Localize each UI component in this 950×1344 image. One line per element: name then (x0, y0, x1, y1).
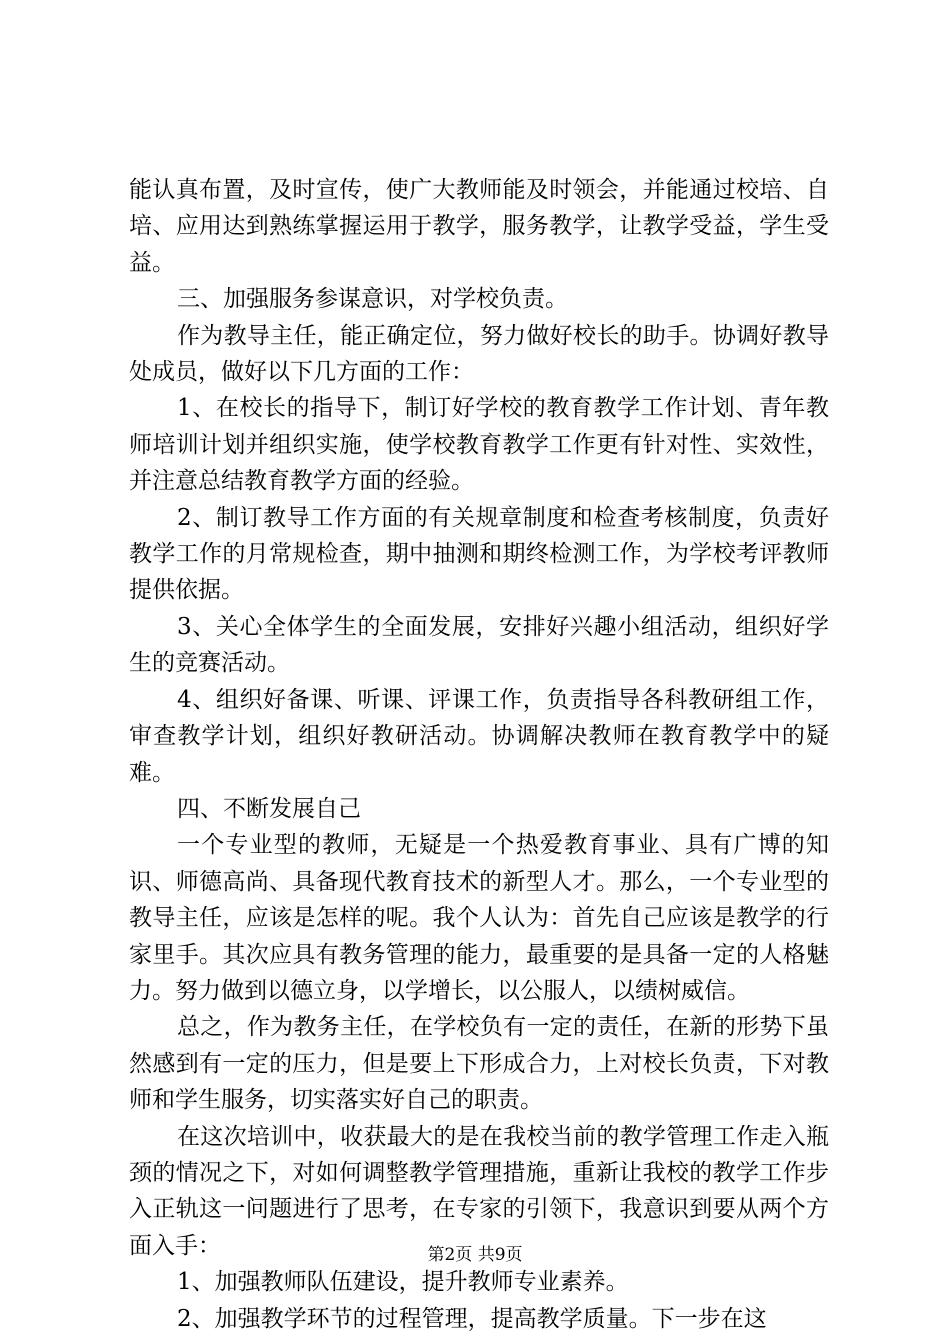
paragraph-4: 1、在校长的指导下，制订好学校的教育教学工作计划、青年教师培训计划并组织实施，使学校教育教学工作更有针对性、实效性，并注意总结教育教学方面的经验。 (129, 395, 829, 495)
paragraph-2: 三、加强服务参谋意识，对学校负责。 (177, 286, 568, 313)
paragraph-8: 四、不断发展自己 (177, 795, 361, 822)
paragraph-7: 4、组织好备课、听课、评课工作，负责指导各科教研组工作，审查教学计划，组织好教研活动。协调解决教师在教育教学中的疑难。 (129, 686, 829, 786)
page-number-footer: 第2页 共9页 (427, 1245, 523, 1265)
paragraph-13: 2、加强教学环节的过程管理，提高教学质量。下一步在这 (177, 1305, 767, 1332)
paragraph-6: 3、关心全体学生的全面发展，安排好兴趣小组活动，组织好学生的竞赛活动。 (129, 613, 829, 677)
paragraph-11: 在这次培训中，收获最大的是在我校当前的教学管理工作走入瓶颈的情况之下，对如何调整教学管理措施，重新让我校的教学工作步入正轨这一问题进行了思考，在专家的引领下，我意识到要从两个方面入手： (129, 1123, 829, 1259)
paragraph-12: 1、加强教师队伍建设，提升教师专业素养。 (177, 1269, 629, 1296)
document-body (129, 172, 829, 1337)
paragraph-10: 总之，作为教务主任，在学校负有一定的责任，在新的形势下虽然感到有一定的压力，但是要上下形成合力，上对校长负责，下对教师和学生服务，切实落实好自己的职责。 (129, 1014, 829, 1114)
paragraph-1: 能认真布置，及时宣传，使广大教师能及时领会，并能通过校培、自培、应用达到熟练掌握运用于教学，服务教学，让教学受益，学生受益。 (129, 177, 829, 276)
paragraph-3: 作为教导主任，能正确定位，努力做好校长的助手。协调好教导处成员，做好以下几方面的工作： (129, 322, 829, 386)
paragraph-9: 一个专业型的教师，无疑是一个热爱教育事业、具有广博的知识、师德高尚、具备现代教育技术的新型人才。那么，一个专业型的教导主任，应该是怎样的呢。我个人认为：首先自己应该是教学的行家里手。其次应具有教务管理的能力，最重要的是具备一定的人格魅力。努力做到以德立身，以学增长，以公服人，以绩树威信。 (129, 832, 829, 1004)
paragraph-5: 2、制订教导工作方面的有关规章制度和检查考核制度，负责好教学工作的月常规检查，期中抽测和期终检测工作，为学校考评教师提供依据。 (129, 504, 829, 604)
